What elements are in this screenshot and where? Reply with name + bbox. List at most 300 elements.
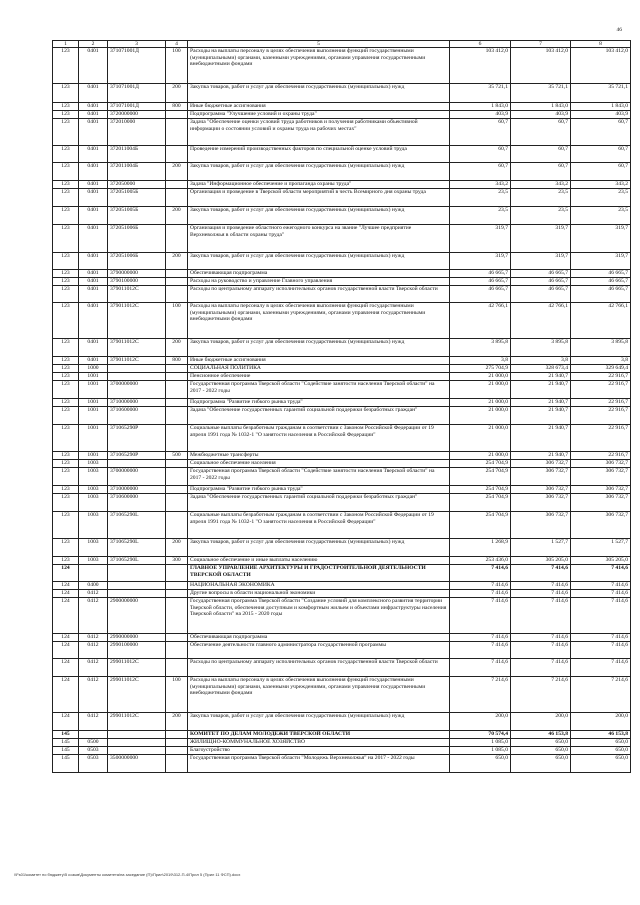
table-row [53, 677, 631, 713]
cell-section-code: 0412 [79, 642, 108, 659]
table-row [53, 713, 631, 731]
cell-expense-type [166, 590, 188, 598]
cell-admin-code: 123 [53, 189, 79, 207]
cell-expense-type [166, 659, 188, 677]
cell-amount-year3: 46 665,7 [571, 278, 631, 286]
cell-amount-year3: 22 916,7 [571, 373, 631, 381]
cell-section-code: 1001 [79, 452, 108, 460]
cell-description: Задача "Информационное обеспечение и пропаганда охраны труда" [188, 181, 450, 189]
cell-amount-year3: 22 916,7 [571, 407, 631, 425]
cell-amount-year3: 22 916,7 [571, 399, 631, 407]
cell-amount-year2: 23,5 [511, 207, 571, 225]
cell-section-code [79, 565, 108, 582]
cell-expense-type [166, 111, 188, 119]
cell-amount-year1: 319,7 [450, 225, 511, 253]
column-header: 8 [571, 41, 631, 48]
cell-description: Расходы на выплаты персоналу в целях обеспечения выполнения функций государственными (муниципальными) органами, казенными учреждениями, органами управления государственными внебюджетными фондами [188, 303, 450, 339]
table-row [53, 181, 631, 189]
cell-target-article: 372051006Б [108, 253, 166, 270]
cell-amount-year2: 46 665,7 [511, 286, 571, 303]
cell-description: Организация и проведение областного ежегодного конкурса на звание "Лучшее предприятие Верхневолжья в области охраны труда" [188, 225, 450, 253]
table-row [53, 486, 631, 494]
cell-description: Государственная программа Тверской области "Создание условий для комплексного развития территории Тверской области, обеспечения доступным и комфортным жильем и объектами инфраструктуры населения Тверской области" на 2015 - 2020 годы [188, 598, 450, 634]
cell-expense-type: 200 [166, 84, 188, 103]
cell-target-article: 371065290L [108, 512, 166, 539]
table-row [53, 365, 631, 373]
cell-target-article: 3500000000 [108, 755, 166, 773]
cell-expense-type: 100 [166, 677, 188, 713]
cell-amount-year2: 21 940,7 [511, 407, 571, 425]
cell-amount-year1: 200,0 [450, 713, 511, 731]
cell-amount-year3: 650,0 [571, 739, 631, 747]
cell-target-article: 2990000000 [108, 634, 166, 642]
table-row [53, 303, 631, 339]
cell-description: Задача "Обеспечение государственных гарантий социальной поддержки безработных граждан" [188, 407, 450, 425]
cell-description: Задача "Обеспечение государственных гарантий социальной поддержки безработных граждан" [188, 494, 450, 512]
cell-amount-year3: 7 414,6 [571, 659, 631, 677]
table-row [53, 731, 631, 739]
cell-admin-code: 145 [53, 731, 79, 739]
cell-amount-year2: 306 732,7 [511, 460, 571, 468]
cell-amount-year1: 7 414,6 [450, 565, 511, 582]
cell-target-article [108, 565, 166, 582]
cell-amount-year1: 1 843,0 [450, 103, 511, 111]
cell-amount-year2: 650,0 [511, 739, 571, 747]
cell-amount-year1: 46 665,7 [450, 270, 511, 278]
cell-expense-type: 800 [166, 103, 188, 111]
table-row [53, 452, 631, 460]
cell-amount-year3: 650,0 [571, 755, 631, 773]
cell-expense-type [166, 278, 188, 286]
cell-amount-year3: 60,7 [571, 119, 631, 146]
cell-expense-type [166, 270, 188, 278]
cell-amount-year1: 254 704,9 [450, 512, 511, 539]
cell-admin-code: 123 [53, 225, 79, 253]
cell-expense-type [166, 634, 188, 642]
cell-admin-code: 145 [53, 755, 79, 773]
cell-amount-year1: 21 000,0 [450, 381, 511, 399]
cell-amount-year1: 21 000,0 [450, 399, 511, 407]
cell-amount-year2: 60,7 [511, 163, 571, 181]
cell-description: Подпрограмма "Улучшение условий и охраны труда" [188, 111, 450, 119]
cell-amount-year1: 42 766,1 [450, 303, 511, 339]
cell-amount-year3: 7 214,6 [571, 677, 631, 713]
cell-description: Закупка товаров, работ и услуг для обеспечения государственных (муниципальных) нужд [188, 207, 450, 225]
cell-amount-year1: 254 704,9 [450, 468, 511, 486]
table-row [53, 755, 631, 773]
cell-target-article: 371065290Р [108, 452, 166, 460]
cell-section-code: 0503 [79, 747, 108, 755]
cell-amount-year3: 23,5 [571, 207, 631, 225]
cell-admin-code: 123 [53, 103, 79, 111]
cell-target-article: 371071001Д [108, 84, 166, 103]
cell-amount-year2: 1 843,0 [511, 103, 571, 111]
table-row [53, 642, 631, 659]
cell-description: СОЦИАЛЬНАЯ ПОЛИТИКА [188, 365, 450, 373]
cell-expense-type [166, 582, 188, 590]
cell-description: Обеспечивающая подпрограмма [188, 634, 450, 642]
cell-admin-code: 123 [53, 452, 79, 460]
cell-target-article [108, 739, 166, 747]
cell-amount-year2: 7 214,6 [511, 677, 571, 713]
cell-amount-year3: 60,7 [571, 146, 631, 163]
table-row [53, 119, 631, 146]
page-number: 46 [616, 27, 622, 33]
cell-amount-year2: 60,7 [511, 146, 571, 163]
cell-amount-year1: 60,7 [450, 146, 511, 163]
table-row [53, 634, 631, 642]
cell-amount-year1: 254 704,9 [450, 460, 511, 468]
cell-target-article: 299011012С [108, 713, 166, 731]
cell-amount-year3: 60,7 [571, 163, 631, 181]
cell-description: Социальные выплаты безработным гражданам в соответствии с Законом Российской Федерации от 19 апреля 1991 года № 1032-1 "О занятости населения в Российской Федерации" [188, 425, 450, 452]
cell-description: Государственная программа Тверской области "Содействие занятости населения Тверской области" на 2017 - 2022 годы [188, 468, 450, 486]
cell-amount-year3: 200,0 [571, 713, 631, 731]
table-row [53, 598, 631, 634]
cell-amount-year1: 23,5 [450, 189, 511, 207]
cell-amount-year2: 21 940,7 [511, 399, 571, 407]
cell-description: НАЦИОНАЛЬНАЯ ЭКОНОМИКА [188, 582, 450, 590]
cell-amount-year3: 329 649,4 [571, 365, 631, 373]
cell-amount-year2: 21 940,7 [511, 425, 571, 452]
cell-amount-year3: 22 916,7 [571, 381, 631, 399]
cell-amount-year2: 46 665,7 [511, 278, 571, 286]
cell-amount-year1: 21 000,0 [450, 373, 511, 381]
cell-section-code: 1001 [79, 425, 108, 452]
cell-description: ЖИЛИЩНО-КОММУНАЛЬНОЕ ХОЗЯЙСТВО [188, 739, 450, 747]
cell-amount-year3: 103 412,0 [571, 48, 631, 84]
cell-expense-type: 100 [166, 303, 188, 339]
table-row [53, 84, 631, 103]
cell-expense-type: 200 [166, 253, 188, 270]
cell-amount-year2: 46 665,7 [511, 270, 571, 278]
cell-section-code: 1003 [79, 539, 108, 557]
cell-amount-year1: 7 214,6 [450, 677, 511, 713]
cell-admin-code: 123 [53, 486, 79, 494]
cell-admin-code: 123 [53, 146, 79, 163]
cell-amount-year3: 403,9 [571, 111, 631, 119]
table-row [53, 253, 631, 270]
cell-expense-type [166, 286, 188, 303]
table-row [53, 399, 631, 407]
cell-section-code: 0401 [79, 103, 108, 111]
cell-section-code: 1003 [79, 468, 108, 486]
cell-admin-code: 145 [53, 739, 79, 747]
cell-admin-code: 123 [53, 357, 79, 365]
cell-admin-code: 123 [53, 557, 79, 565]
cell-target-article: 3720000000 [108, 111, 166, 119]
cell-amount-year2: 7 414,6 [511, 642, 571, 659]
cell-target-article: 371065290L [108, 539, 166, 557]
cell-description: Закупка товаров, работ и услуг для обеспечения государственных (муниципальных) нужд [188, 163, 450, 181]
cell-description: Расходы по центральному аппарату исполнительных органов государственной власти Тверской области [188, 659, 450, 677]
table-row [53, 286, 631, 303]
cell-target-article: 379011012С [108, 303, 166, 339]
cell-admin-code: 123 [53, 460, 79, 468]
cell-description: Расходы на выплаты персоналу в целях обеспечения выполнения функций государственными (муниципальными) органами, казенными учреждениями, органами управления государственными внебюджетными фондами [188, 48, 450, 84]
cell-amount-year3: 319,7 [571, 253, 631, 270]
cell-amount-year1: 21 000,0 [450, 407, 511, 425]
cell-admin-code: 123 [53, 539, 79, 557]
cell-section-code: 0412 [79, 598, 108, 634]
cell-admin-code: 123 [53, 111, 79, 119]
cell-section-code: 1003 [79, 512, 108, 539]
cell-expense-type: 100 [166, 48, 188, 84]
cell-section-code: 0412 [79, 590, 108, 598]
cell-expense-type [166, 146, 188, 163]
cell-amount-year2: 306 732,7 [511, 486, 571, 494]
budget-table [52, 40, 631, 773]
table-row [53, 590, 631, 598]
cell-section-code: 1000 [79, 365, 108, 373]
cell-expense-type [166, 468, 188, 486]
cell-section-code: 0401 [79, 111, 108, 119]
cell-admin-code: 123 [53, 425, 79, 452]
table-row [53, 512, 631, 539]
cell-amount-year1: 319,7 [450, 253, 511, 270]
cell-amount-year2: 319,7 [511, 225, 571, 253]
cell-admin-code: 123 [53, 407, 79, 425]
table-row [53, 460, 631, 468]
cell-amount-year1: 7 414,6 [450, 634, 511, 642]
cell-amount-year3: 46 665,7 [571, 286, 631, 303]
cell-amount-year2: 60,7 [511, 119, 571, 146]
cell-section-code: 0401 [79, 84, 108, 103]
cell-amount-year1: 46 665,7 [450, 286, 511, 303]
cell-amount-year2: 21 940,7 [511, 381, 571, 399]
cell-amount-year1: 343,2 [450, 181, 511, 189]
cell-amount-year3: 306 732,7 [571, 468, 631, 486]
cell-target-article: 3700000000 [108, 381, 166, 399]
cell-admin-code: 123 [53, 381, 79, 399]
cell-amount-year3: 42 766,1 [571, 303, 631, 339]
cell-admin-code: 123 [53, 163, 79, 181]
cell-target-article: 379011012С [108, 357, 166, 365]
cell-section-code: 1003 [79, 494, 108, 512]
cell-amount-year1: 60,7 [450, 119, 511, 146]
cell-amount-year2: 305 205,0 [511, 557, 571, 565]
table-row [53, 739, 631, 747]
cell-amount-year1: 46 665,7 [450, 278, 511, 286]
cell-description: Пенсионное обеспечение [188, 373, 450, 381]
cell-amount-year1: 21 000,0 [450, 425, 511, 452]
cell-expense-type [166, 755, 188, 773]
cell-amount-year3: 1 843,0 [571, 103, 631, 111]
cell-amount-year2: 306 732,7 [511, 468, 571, 486]
cell-amount-year3: 306 732,7 [571, 460, 631, 468]
cell-section-code: 0401 [79, 146, 108, 163]
table-row [53, 494, 631, 512]
cell-admin-code: 123 [53, 286, 79, 303]
cell-admin-code: 124 [53, 713, 79, 731]
cell-amount-year3: 7 414,6 [571, 598, 631, 634]
cell-description: Иные бюджетные ассигнования [188, 357, 450, 365]
cell-description: Задача "Обеспечение оценки условий труда работников и получения работниками объективной информации о состоянии условий и охраны труда на рабочих местах" [188, 119, 450, 146]
cell-admin-code: 123 [53, 373, 79, 381]
cell-amount-year3: 3 895,8 [571, 339, 631, 357]
cell-amount-year3: 7 414,6 [571, 634, 631, 642]
table-row [53, 357, 631, 365]
cell-amount-year2: 200,0 [511, 713, 571, 731]
cell-section-code: 0401 [79, 207, 108, 225]
cell-expense-type: 800 [166, 357, 188, 365]
cell-admin-code: 123 [53, 253, 79, 270]
table-row [53, 207, 631, 225]
cell-target-article [108, 365, 166, 373]
cell-section-code: 0401 [79, 181, 108, 189]
table-row [53, 48, 631, 84]
cell-target-article: 2990100000 [108, 642, 166, 659]
table-row [53, 103, 631, 111]
cell-section-code: 1001 [79, 381, 108, 399]
cell-amount-year1: 254 704,9 [450, 494, 511, 512]
cell-description: Обеспечение деятельности главного администратора государственной программы [188, 642, 450, 659]
cell-amount-year2: 343,2 [511, 181, 571, 189]
table-row [53, 146, 631, 163]
cell-expense-type [166, 512, 188, 539]
column-header: 7 [511, 41, 571, 48]
cell-admin-code: 123 [53, 278, 79, 286]
column-header: 1 [53, 41, 79, 48]
table-row [53, 111, 631, 119]
cell-expense-type [166, 407, 188, 425]
cell-amount-year3: 650,0 [571, 747, 631, 755]
cell-section-code: 0401 [79, 286, 108, 303]
cell-section-code: 0401 [79, 253, 108, 270]
cell-target-article: 371071001Д [108, 103, 166, 111]
cell-admin-code: 124 [53, 634, 79, 642]
cell-amount-year1: 254 704,9 [450, 486, 511, 494]
table-row [53, 425, 631, 452]
cell-amount-year2: 7 414,6 [511, 565, 571, 582]
table-row [53, 468, 631, 486]
cell-amount-year1: 1 085,0 [450, 747, 511, 755]
table-row [53, 539, 631, 557]
cell-amount-year2: 35 721,1 [511, 84, 571, 103]
table-row [53, 189, 631, 207]
cell-amount-year3: 46 665,7 [571, 270, 631, 278]
cell-target-article: 3790100000 [108, 278, 166, 286]
cell-expense-type [166, 381, 188, 399]
cell-expense-type [166, 486, 188, 494]
cell-admin-code: 123 [53, 270, 79, 278]
cell-target-article: 372051005Б [108, 207, 166, 225]
cell-expense-type: 200 [166, 163, 188, 181]
cell-amount-year3: 7 414,6 [571, 582, 631, 590]
cell-amount-year3: 319,7 [571, 225, 631, 253]
cell-expense-type [166, 731, 188, 739]
cell-expense-type: 200 [166, 713, 188, 731]
cell-target-article [108, 590, 166, 598]
column-header: 2 [79, 41, 108, 48]
cell-admin-code: 124 [53, 642, 79, 659]
cell-amount-year3: 35 721,1 [571, 84, 631, 103]
cell-description: Государственная программа Тверской области "Содействие занятости населения Тверской области" на 2017 - 2022 годы [188, 381, 450, 399]
table-row [53, 407, 631, 425]
cell-amount-year2: 23,5 [511, 189, 571, 207]
cell-admin-code: 145 [53, 747, 79, 755]
cell-target-article [108, 373, 166, 381]
cell-expense-type: 500 [166, 452, 188, 460]
column-header: 3 [108, 41, 166, 48]
cell-amount-year2: 21 940,7 [511, 452, 571, 460]
cell-target-article: 3700000000 [108, 468, 166, 486]
cell-expense-type [166, 747, 188, 755]
cell-admin-code: 124 [53, 659, 79, 677]
cell-admin-code: 124 [53, 677, 79, 713]
table-row [53, 582, 631, 590]
cell-amount-year3: 7 414,6 [571, 642, 631, 659]
cell-amount-year2: 306 732,7 [511, 494, 571, 512]
cell-target-article: 371071001Д [108, 48, 166, 84]
cell-description: Социальные выплаты безработным гражданам в соответствии с Законом Российской Федерации от 19 апреля 1991 года № 1032-1 "О занятости населения в Российской Федерации" [188, 512, 450, 539]
table-row [53, 278, 631, 286]
cell-description: ГЛАВНОЕ УПРАВЛЕНИЕ АРХИТЕКТУРЫ И ГРАДОСТРОИТЕЛЬНОЙ ДЕЯТЕЛЬНОСТИ ТВЕРСКОЙ ОБЛАСТИ [188, 565, 450, 582]
cell-amount-year2: 103 412,0 [511, 48, 571, 84]
cell-amount-year1: 275 704,9 [450, 365, 511, 373]
cell-admin-code: 123 [53, 48, 79, 84]
cell-amount-year3: 343,2 [571, 181, 631, 189]
cell-admin-code: 123 [53, 84, 79, 103]
cell-section-code [79, 731, 108, 739]
cell-amount-year1: 650,0 [450, 755, 511, 773]
column-header: 4 [166, 41, 188, 48]
cell-amount-year1: 7 414,6 [450, 590, 511, 598]
cell-amount-year2: 7 414,6 [511, 634, 571, 642]
cell-description: Организация и проведение в Тверской области мероприятий в честь Всемирного дня охраны труда [188, 189, 450, 207]
cell-section-code: 1003 [79, 557, 108, 565]
cell-amount-year1: 60,7 [450, 163, 511, 181]
cell-target-article: 3710000000 [108, 399, 166, 407]
cell-admin-code: 123 [53, 207, 79, 225]
cell-description: Обеспечивающая подпрограмма [188, 270, 450, 278]
cell-amount-year2: 7 414,6 [511, 598, 571, 634]
cell-section-code: 0412 [79, 634, 108, 642]
cell-section-code: 0401 [79, 339, 108, 357]
cell-amount-year2: 328 673,4 [511, 365, 571, 373]
cell-amount-year3: 46 153,8 [571, 731, 631, 739]
cell-amount-year1: 403,9 [450, 111, 511, 119]
cell-target-article: 371065290Р [108, 425, 166, 452]
cell-description: Проведение измерений производственных факторов по специальной оценке условий труда [188, 146, 450, 163]
cell-target-article: 3790000000 [108, 270, 166, 278]
cell-description: Подпрограмма "Развитие гибкого рынка труда" [188, 486, 450, 494]
cell-amount-year2: 650,0 [511, 755, 571, 773]
table-row [53, 225, 631, 253]
cell-section-code: 0401 [79, 303, 108, 339]
cell-target-article [108, 582, 166, 590]
column-header: 5 [188, 41, 450, 48]
cell-expense-type [166, 425, 188, 452]
cell-expense-type [166, 494, 188, 512]
cell-expense-type: 200 [166, 339, 188, 357]
cell-amount-year3: 306 732,7 [571, 494, 631, 512]
table-row [53, 381, 631, 399]
cell-description: Расходы на выплаты персоналу в целях обеспечения выполнения функций государственными (муниципальными) органами, казенными учреждениями, органами управления государственными внебюджетными фондами [188, 677, 450, 713]
cell-expense-type [166, 373, 188, 381]
table-row [53, 270, 631, 278]
cell-amount-year2: 650,0 [511, 747, 571, 755]
cell-amount-year1: 253 436,0 [450, 557, 511, 565]
cell-admin-code: 124 [53, 590, 79, 598]
cell-expense-type [166, 460, 188, 468]
cell-amount-year2: 7 414,6 [511, 659, 571, 677]
cell-amount-year2: 42 766,1 [511, 303, 571, 339]
cell-amount-year3: 7 414,6 [571, 565, 631, 582]
cell-admin-code: 123 [53, 119, 79, 146]
cell-description: Государственная программа Тверской области "Молодежь Верхневолжья" на 2017 - 2022 годы [188, 755, 450, 773]
table-row [53, 557, 631, 565]
